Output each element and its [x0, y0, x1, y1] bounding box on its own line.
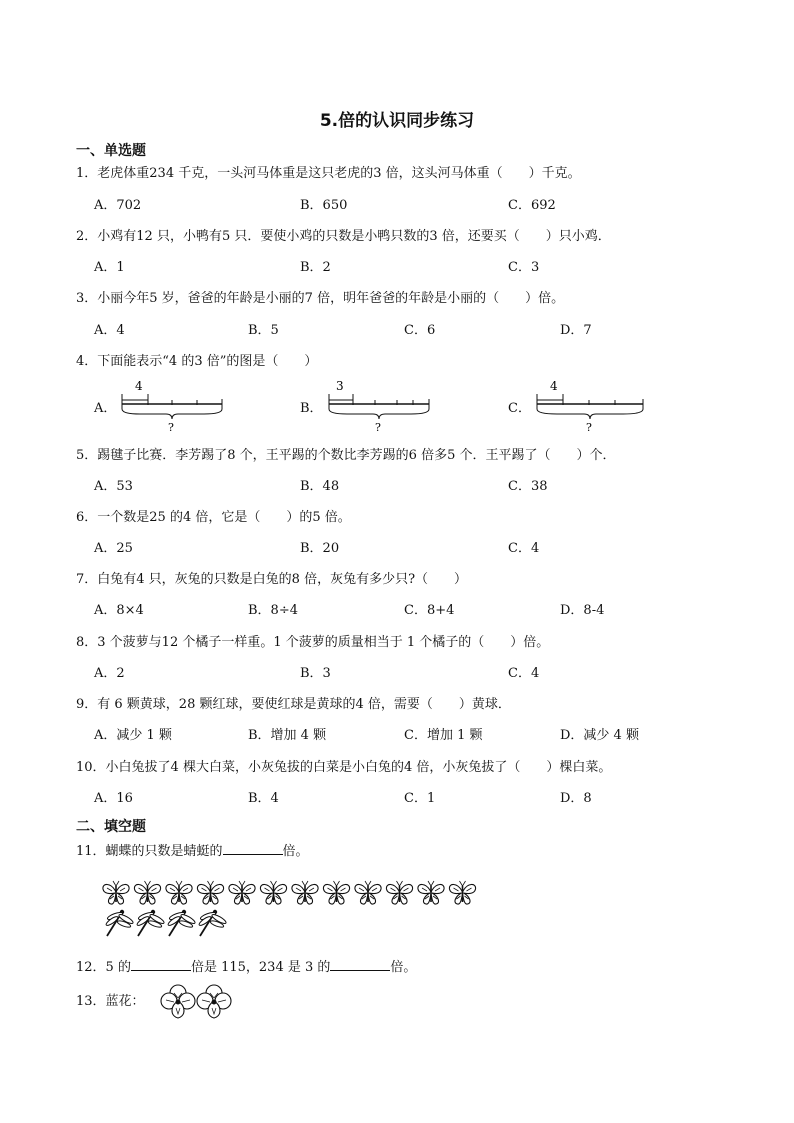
flower-row	[161, 985, 231, 1018]
q3-option-d[interactable]: D．7	[560, 323, 592, 338]
butterfly-icon-9	[355, 881, 381, 904]
q10-option-a[interactable]: A．16	[94, 791, 133, 806]
question-8: 8．3 个菠萝与12 个橘子一样重。1 个菠萝的质量相当于 1 个橘子的（ ）倍。	[76, 635, 550, 650]
q6-option-a[interactable]: A．25	[94, 541, 133, 556]
q4-option-a-label: A．	[94, 400, 117, 416]
question-4: 4．下面能表示“4 的3 倍”的图是（ ）	[76, 354, 318, 369]
q4-diagram-b-question: ?	[374, 421, 381, 434]
butterfly-icon-7	[292, 881, 318, 904]
page-title: 5.倍的认识同步练习	[319, 111, 475, 131]
flower-icon-1	[161, 985, 195, 1018]
q5-option-a[interactable]: A．53	[94, 479, 133, 494]
q4-diagram-c-question: ?	[585, 421, 592, 434]
question-3: 3．小丽今年5 岁，爸爸的年龄是小丽的7 倍，明年爸爸的年龄是小丽的（ ）倍。	[76, 291, 565, 306]
q6-option-b[interactable]: B．20	[300, 541, 340, 556]
q2-option-b[interactable]: B．2	[300, 260, 331, 275]
blue-flower-picture	[158, 982, 238, 1022]
question-5: 5．踢毽子比赛．李芳踢了8 个，王平踢的个数比李芳踢的6 倍多5 个．王平踢了（ ）个．	[76, 448, 616, 463]
butterfly-icon-10	[386, 881, 412, 904]
flower-icon-2	[197, 985, 231, 1018]
question-11	[76, 842, 309, 861]
q9-option-b[interactable]: B．增加 4 颗	[248, 728, 327, 743]
q11-text-after: 倍。	[282, 844, 309, 859]
q2-option-a[interactable]: A．1	[94, 260, 125, 275]
q4-diagram-c-label: 4	[549, 379, 558, 393]
butterfly-icon-5	[229, 881, 255, 904]
question-9: 9．有 6 颗黄球，28 颗红球，要使红球是黄球的4 倍，需要（ ）黄球．	[76, 697, 511, 712]
q12-answer-blank-2[interactable]	[330, 958, 390, 971]
butterfly-icon-2	[134, 881, 160, 904]
q4-option-a[interactable]	[94, 378, 224, 434]
dragonfly-icon-4	[198, 910, 227, 936]
q4-diagram-a	[120, 378, 224, 434]
butterfly-icon-11	[418, 881, 444, 904]
q10-option-d[interactable]: D．8	[560, 791, 592, 806]
dragonfly-row	[105, 910, 227, 936]
q12-text-before: 12．5 的	[76, 960, 131, 975]
q1-option-a[interactable]: A．702	[94, 198, 142, 213]
butterfly-icon-3	[166, 881, 192, 904]
section-heading-fill-blank: 二、填空题	[76, 819, 146, 835]
q4-diagram-a-question: ?	[168, 421, 175, 434]
question-10: 10．小白兔拔了4 棵大白菜，小灰兔拔的白菜是小白兔的4 倍，小灰兔拔了（ ）棵白菜。	[76, 760, 612, 775]
q10-option-b[interactable]: B．4	[248, 791, 279, 806]
q11-answer-blank[interactable]	[223, 842, 283, 855]
butterfly-dragonfly-picture	[100, 878, 485, 940]
q1-option-c[interactable]: C．692	[508, 198, 556, 213]
question-2: 2．小鸡有12 只，小鸭有5 只．要使小鸡的只数是小鸭只数的3 倍，还要买（ ）只小鸡．	[76, 229, 611, 244]
q12-text-middle: 倍是 115，234 是 3 的	[190, 960, 331, 975]
question-12	[76, 958, 416, 977]
butterfly-row	[103, 881, 476, 904]
q4-diagram-b	[327, 378, 431, 434]
butterfly-icon-12	[449, 881, 475, 904]
dragonfly-icon-1	[105, 910, 134, 936]
q6-option-c[interactable]: C．4	[508, 541, 540, 556]
dragonfly-icon-2	[136, 910, 165, 936]
butterfly-icon-8	[323, 881, 349, 904]
section-heading-single-choice: 一、单选题	[76, 143, 146, 159]
q9-option-a[interactable]: A．减少 1 颗	[94, 728, 172, 743]
butterfly-icon-1	[103, 881, 129, 904]
q4-option-b-label: B．	[300, 400, 323, 416]
q5-option-b[interactable]: B．48	[300, 479, 340, 494]
q4-option-c-label: C．	[508, 400, 531, 416]
q2-option-c[interactable]: C．3	[508, 260, 540, 275]
q10-option-c[interactable]: C．1	[404, 791, 436, 806]
q12-answer-blank-1[interactable]	[131, 958, 191, 971]
q5-option-c[interactable]: C．38	[508, 479, 548, 494]
q7-option-d[interactable]: D．8-4	[560, 603, 605, 618]
q11-text-before: 11．蝴蝶的只数是蜻蜓的	[76, 844, 223, 859]
q8-option-b[interactable]: B．3	[300, 666, 331, 681]
q7-option-c[interactable]: C．8+4	[404, 603, 455, 618]
q9-option-c[interactable]: C．增加 1 颗	[404, 728, 483, 743]
q1-option-b[interactable]: B．650	[300, 198, 348, 213]
butterfly-icon-6	[260, 881, 286, 904]
q4-diagram-a-label: 4	[135, 379, 144, 393]
q3-option-a[interactable]: A．4	[94, 323, 125, 338]
q7-option-b[interactable]: B．8÷4	[248, 603, 298, 618]
question-7: 7．白兔有4 只，灰兔的只数是白兔的8 倍，灰兔有多少只?（ ）	[76, 572, 468, 587]
q4-option-b[interactable]	[300, 378, 431, 434]
dragonfly-icon-3	[167, 910, 196, 936]
q12-text-after: 倍。	[390, 960, 417, 975]
q9-option-d[interactable]: D．减少 4 颗	[560, 728, 639, 743]
q3-option-b[interactable]: B．5	[248, 323, 279, 338]
q4-option-c[interactable]	[508, 378, 645, 434]
butterfly-icon-4	[197, 881, 223, 904]
q8-option-a[interactable]: A．2	[94, 666, 125, 681]
q7-option-a[interactable]: A．8×4	[94, 603, 144, 618]
question-1: 1．老虎体重234 千克，一头河马体重是这只老虎的3 倍，这头河马体重（ ）千克。	[76, 166, 581, 181]
q8-option-c[interactable]: C．4	[508, 666, 540, 681]
question-13: 13．蓝花：	[76, 994, 145, 1009]
q4-diagram-c	[535, 378, 645, 434]
q3-option-c[interactable]: C．6	[404, 323, 436, 338]
q4-diagram-b-label: 3	[335, 379, 344, 393]
question-6: 6．一个数是25 的4 倍，它是（ ）的5 倍。	[76, 510, 351, 525]
